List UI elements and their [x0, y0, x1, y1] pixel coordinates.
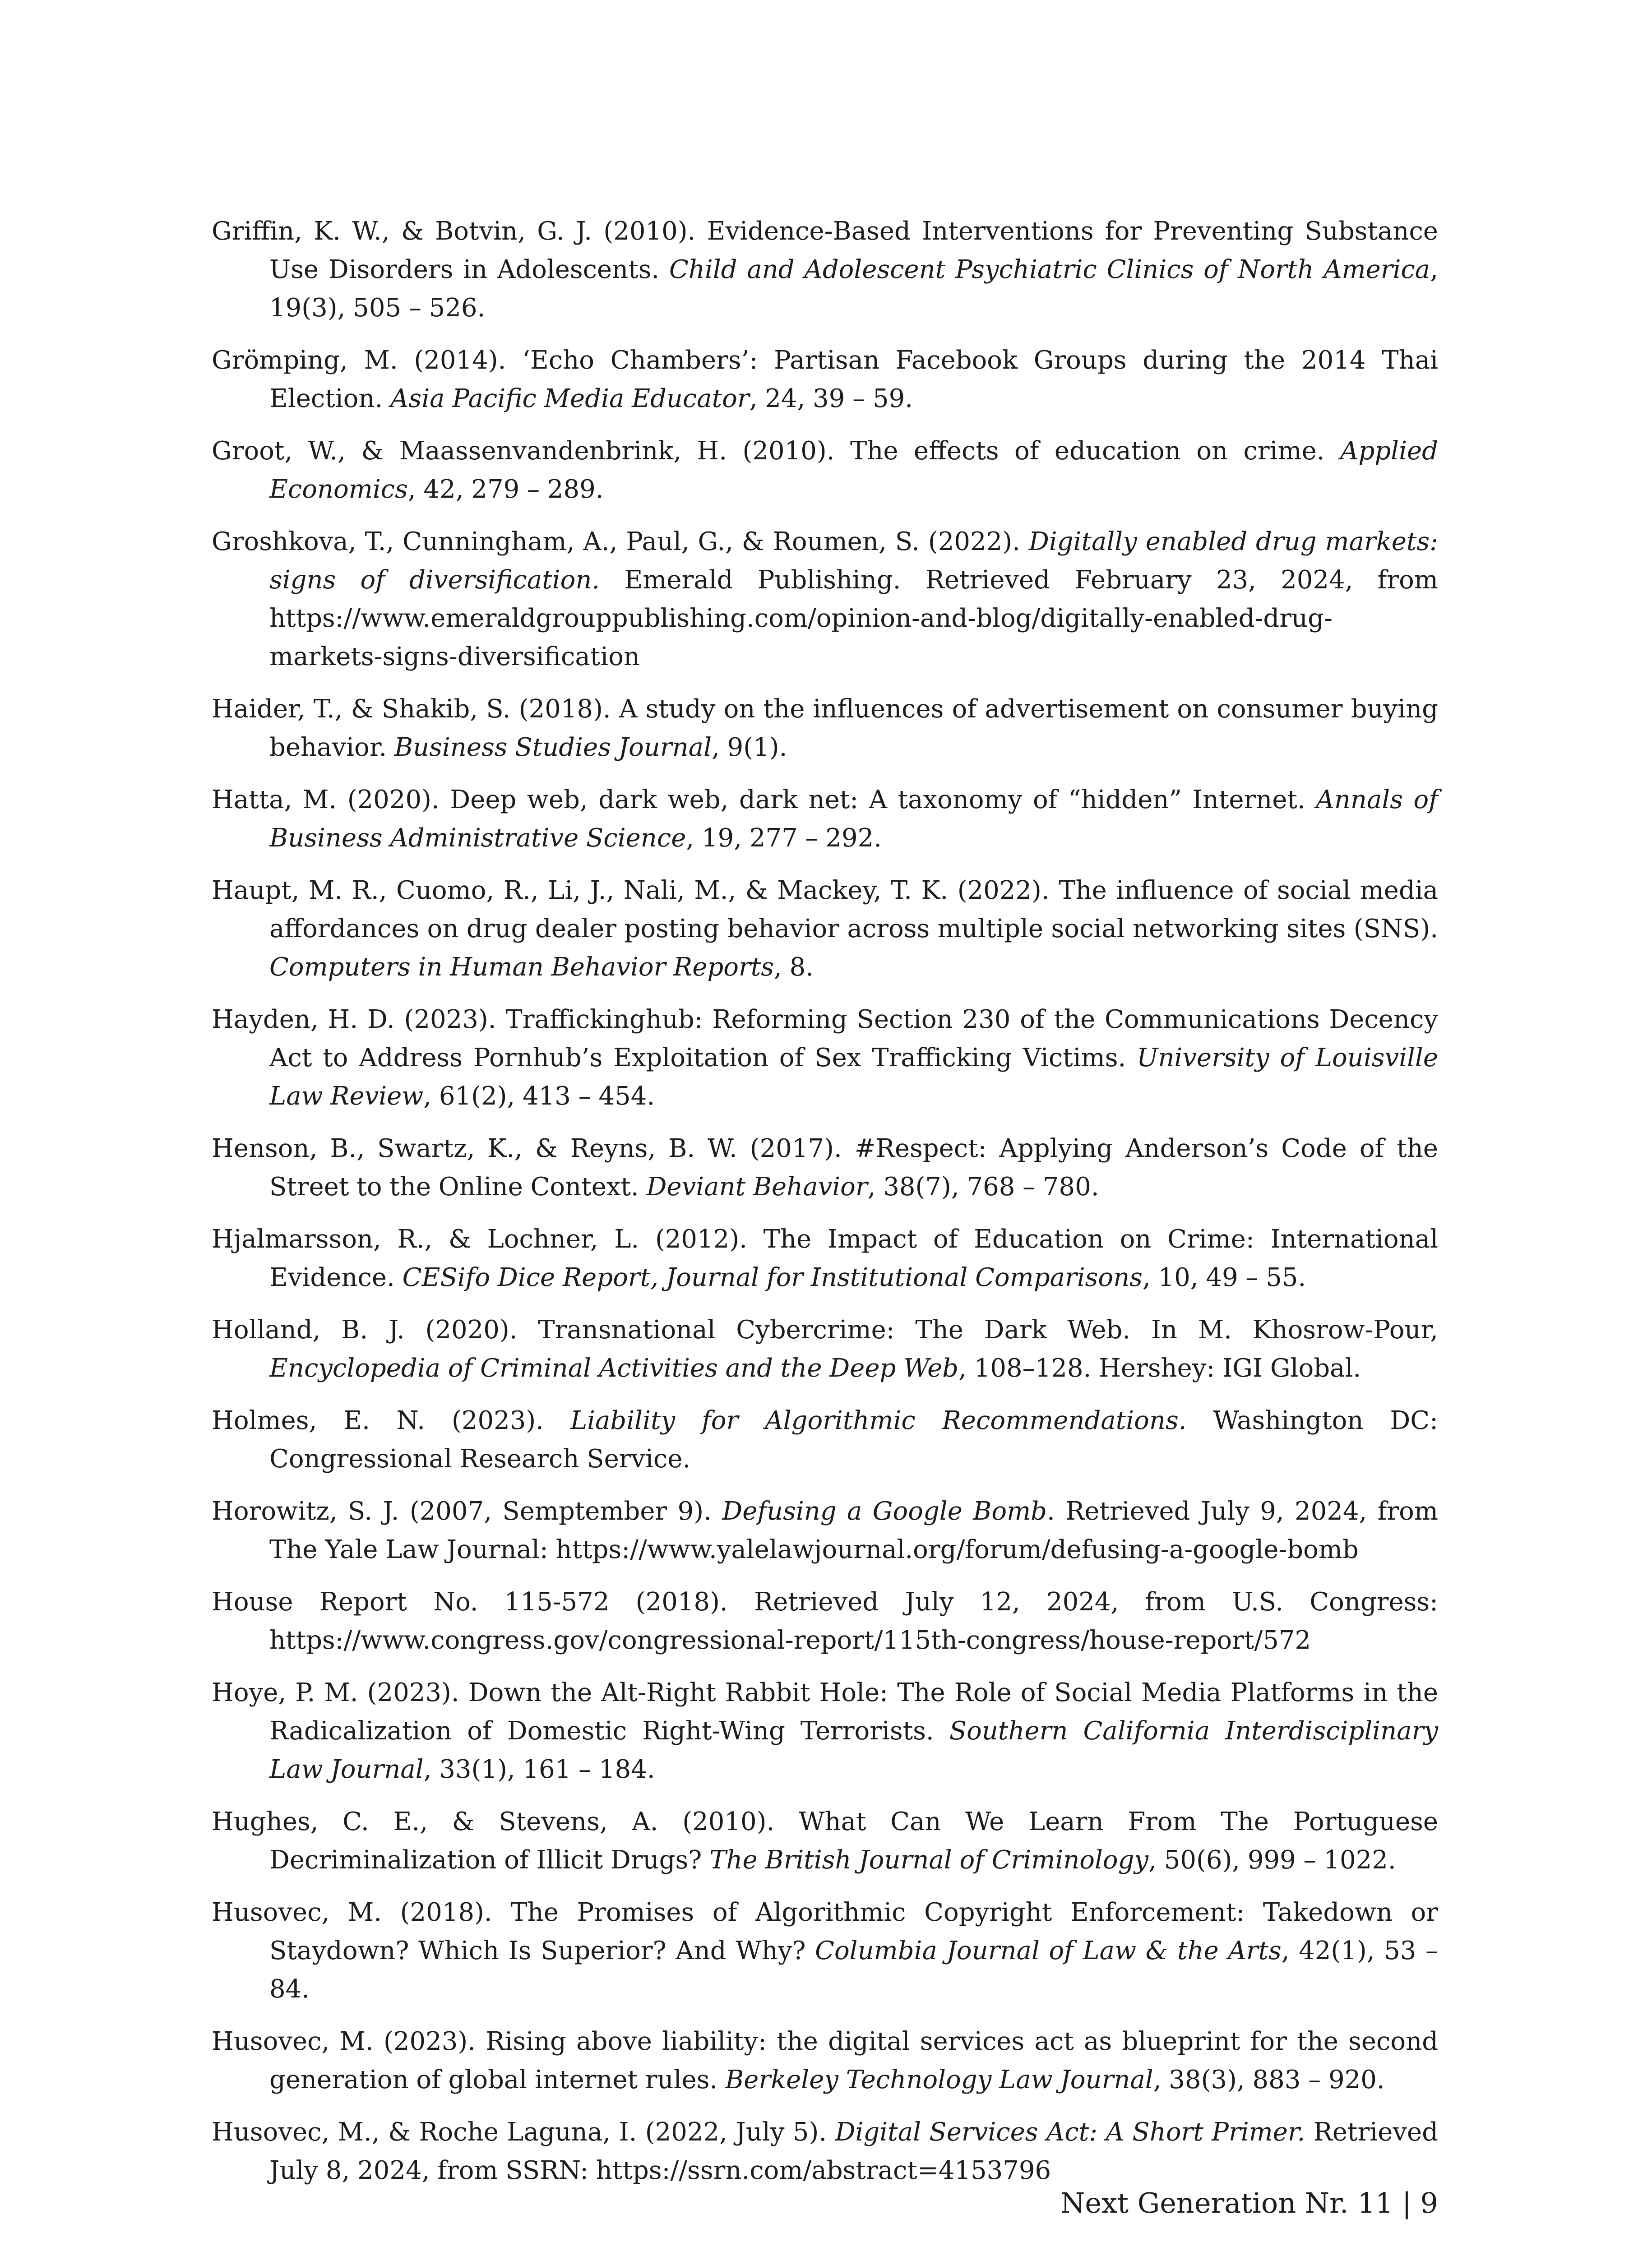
reference-entry — [212, 432, 1438, 509]
reference-details: , 19, 277 – 292. — [686, 823, 882, 853]
page-footer — [1060, 2184, 1438, 2222]
reference-source-title: Computers in Human Behavior Reports — [269, 952, 774, 982]
reference-source-title: Columbia Journal of Law & the Arts — [815, 1936, 1282, 1965]
reference-details: , 42(1), 53 – 84. — [269, 1936, 1439, 2004]
reference-text: Husovec, M., & Roche Laguna, I. (2022, July 5). — [212, 2117, 835, 2147]
reference-details: Emerald Publishing. Retrieved February 23, 2024, from https://www.emeraldgrouppublishing.com/opinion-and-blog/digitally-enabled-drug-markets-signs-diversification — [269, 565, 1438, 671]
reference-source-title: Southern California Interdisciplinary Law Journal — [269, 1716, 1438, 1784]
reference-details: Retrieved July 8, 2024, from SSRN: https://ssrn.com/abstract=4153796 — [269, 2117, 1438, 2185]
reference-text: Holland, B. J. (2020). Transnational Cybercrime: The Dark Web. In M. Khosrow-Pour, — [212, 1315, 1438, 1345]
reference-details: , 10, 49 – 55. — [1142, 1263, 1306, 1292]
reference-source-title: Defusing a Google Bomb — [722, 1497, 1047, 1526]
reference-source-title: Digital Services Act: A Short Primer. — [835, 2117, 1305, 2147]
reference-text: Grömping, M. (2014). ‘Echo Chambers’: Partisan Facebook Groups during the 2014 Thai Election. — [212, 346, 1438, 413]
reference-entry — [212, 871, 1438, 986]
reference-text: Hatta, M. (2020). Deep web, dark web, dark net: A taxonomy of “hidden” Internet. — [212, 785, 1316, 814]
reference-source-title: Applied Economics — [269, 436, 1438, 504]
reference-entry — [212, 690, 1438, 767]
reference-text: Husovec, M. (2023). Rising above liability: the digital services act as blueprint for the second generation of global internet rules. — [212, 2027, 1438, 2094]
reference-entry — [212, 341, 1438, 418]
reference-text: Hayden, H. D. (2023). Traffickinghub: Reforming Section 230 of the Communications Decency Act to Address Pornhub’s Exploitation of Sex Trafficking Victims. — [212, 1005, 1438, 1073]
reference-text: Groshkova, T., Cunningham, A., Paul, G., & Roumen, S. (2022). — [212, 527, 1029, 556]
reference-entry — [212, 781, 1438, 857]
reference-entry — [212, 1311, 1438, 1387]
reference-details: , 8. — [774, 952, 814, 982]
reference-details: , 38(7), 768 – 780. — [867, 1172, 1099, 1202]
reference-entry — [212, 1803, 1438, 1879]
reference-source-title: Child and Adolescent Psychiatric Clinics of North America — [669, 255, 1430, 284]
reference-source-title: University of Louisville Law Review — [269, 1043, 1438, 1111]
reference-text: Henson, B., Swartz, K., & Reyns, B. W. (2017). #Respect: Applying Anderson’s Code of the Street to the Online Context. — [212, 1134, 1438, 1202]
reference-entry — [212, 1401, 1438, 1478]
reference-details: . Retrieved July 9, 2024, from The Yale Law Journal: https://www.yalelawjournal.org/forum/defusing-a-google-bomb — [269, 1497, 1438, 1564]
reference-text: Husovec, M. (2018). The Promises of Algorithmic Copyright Enforcement: Takedown or Staydown? Which Is Superior? And Why? — [212, 1898, 1438, 1965]
reference-entry — [212, 1583, 1438, 1660]
reference-text: Hjalmarsson, R., & Lochner, L. (2012). The Impact of Education on Crime: International Evidence. — [212, 1225, 1438, 1292]
reference-text: Holmes, E. N. (2023). — [212, 1406, 570, 1435]
reference-details: , 19(3), 505 – 526. — [269, 255, 1438, 323]
reference-list — [212, 212, 1438, 2204]
reference-details: , 24, 39 – 59. — [749, 384, 913, 413]
reference-details: , 50(6), 999 – 1022. — [1148, 1845, 1396, 1875]
reference-source-title: Berkeley Technology Law Journal — [725, 2065, 1153, 2094]
reference-entry — [212, 1492, 1438, 1569]
reference-source-title: Liability for Algorithmic Recommendations. — [570, 1406, 1187, 1435]
reference-details: , 33(1), 161 – 184. — [423, 1755, 655, 1784]
reference-details: , 42, 279 – 289. — [407, 475, 604, 504]
reference-entry — [212, 1220, 1438, 1297]
footer-text: Next Generation Nr. 11 | 9 — [1060, 2187, 1438, 2219]
reference-entry — [212, 2022, 1438, 2099]
reference-source-title: Deviant Behavior — [646, 1172, 868, 1202]
reference-entry — [212, 1674, 1438, 1789]
reference-text: Griffin, K. W., & Botvin, G. J. (2010). Evidence-Based Interventions for Preventing Substance Use Disorders in Adolescents. — [212, 217, 1438, 284]
reference-details: , 9(1). — [712, 733, 787, 762]
reference-text: Haupt, M. R., Cuomo, R., Li, J., Nali, M., & Mackey, T. K. (2022). The influence of social media affordances on drug dealer posting behavior across multiple social networking sites (SNS). — [212, 876, 1438, 943]
reference-entry — [212, 1129, 1438, 1206]
reference-source-title: Annals of Business Administrative Science — [269, 785, 1438, 853]
reference-details: , 108–128. Hershey: IGI Global. — [958, 1354, 1361, 1383]
reference-text: Haider, T., & Shakib, S. (2018). A study on the influences of advertisement on consumer buying behavior. — [212, 694, 1438, 762]
reference-source-title: Asia Pacific Media Educator — [390, 384, 750, 413]
reference-details: Washington DC: Congressional Research Service. — [269, 1406, 1438, 1474]
reference-entry — [212, 212, 1438, 327]
reference-details: , 61(2), 413 – 454. — [423, 1082, 655, 1111]
reference-source-title: CESifo Dice Report, Journal for Institutional Comparisons — [402, 1263, 1143, 1292]
reference-text: Hughes, C. E., & Stevens, A. (2010). What Can We Learn From The Portuguese Decriminalization of Illicit Drugs? — [212, 1807, 1438, 1875]
reference-source-title: Encyclopedia of Criminal Activities and the Deep Web — [269, 1354, 959, 1383]
reference-source-title: The British Journal of Criminology — [709, 1845, 1149, 1875]
reference-entry — [212, 522, 1438, 676]
reference-entry — [212, 2113, 1438, 2190]
reference-text: Hoye, P. M. (2023). Down the Alt-Right Rabbit Hole: The Role of Social Media Platforms in the Radicalization of Domestic Right-Wing Terrorists. — [212, 1678, 1438, 1746]
reference-source-title: Business Studies Journal — [394, 733, 712, 762]
reference-text: House Report No. 115-572 (2018). Retrieved July 12, 2024, from U.S. Congress: https://www.congress.gov/congressional-report/115th-congress/house-report/572 — [212, 1587, 1438, 1655]
reference-details: , 38(3), 883 – 920. — [1153, 2065, 1385, 2094]
reference-entry — [212, 1893, 1438, 2008]
reference-source-title: Digitally enabled drug markets: signs of diversification. — [269, 527, 1438, 595]
reference-text: Groot, W., & Maassenvandenbrink, H. (2010). The effects of education on crime. — [212, 436, 1341, 466]
reference-text: Horowitz, S. J. (2007, Semptember 9). — [212, 1497, 722, 1526]
reference-entry — [212, 1000, 1438, 1115]
